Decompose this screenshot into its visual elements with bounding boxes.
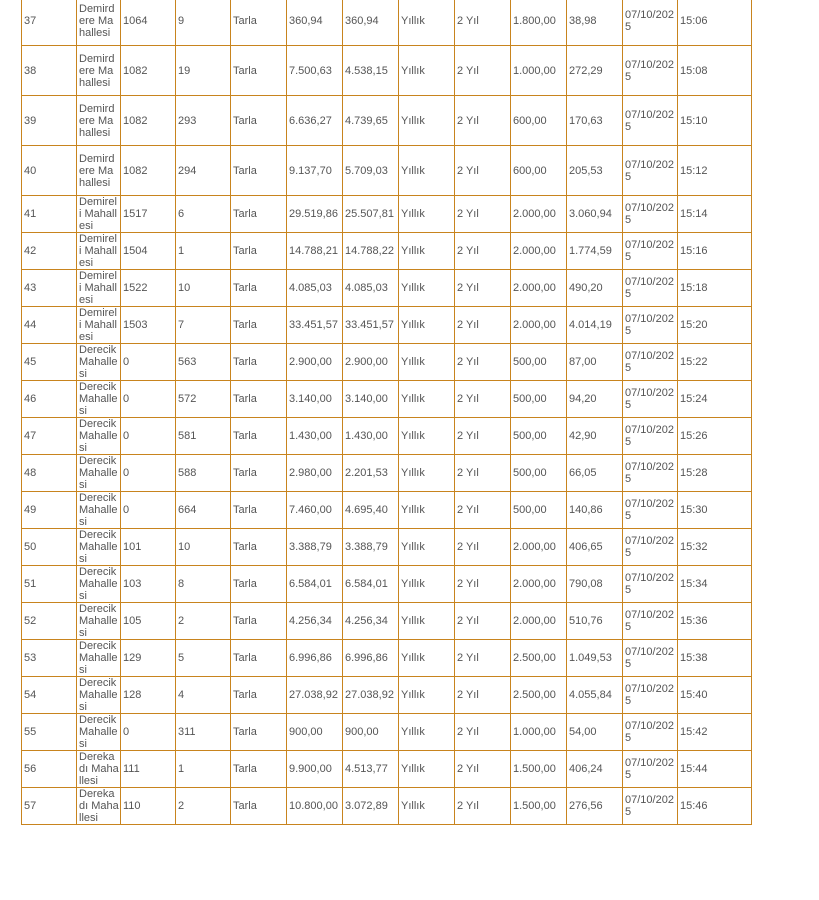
deposit-cell: 205,53 — [567, 146, 623, 196]
leased-area-cell: 3.072,89 — [343, 788, 399, 825]
leased-area-cell: 6.996,86 — [343, 640, 399, 677]
date-cell: 07/10/2025 — [623, 233, 678, 270]
total-area-cell: 10.800,00 — [287, 788, 343, 825]
period-type-cell: Yıllık — [399, 381, 455, 418]
total-area-cell: 6.636,27 — [287, 96, 343, 146]
date-cell: 07/10/2025 — [623, 603, 678, 640]
unit-price-cell: 2.500,00 — [511, 677, 567, 714]
total-area-cell: 1.430,00 — [287, 418, 343, 455]
table-body — [22, 0, 752, 825]
unit-price-cell: 1.000,00 — [511, 46, 567, 96]
duration-cell: 2 Yıl — [455, 529, 511, 566]
deposit-cell: 66,05 — [567, 455, 623, 492]
leased-area-cell: 25.507,81 — [343, 196, 399, 233]
deposit-cell: 406,24 — [567, 751, 623, 788]
date-cell: 07/10/2025 — [623, 270, 678, 307]
period-type-cell: Yıllık — [399, 307, 455, 344]
total-area-cell: 3.140,00 — [287, 381, 343, 418]
period-type-cell: Yıllık — [399, 46, 455, 96]
table-row — [22, 566, 752, 603]
block-number-cell: 1503 — [121, 307, 176, 344]
date-cell: 07/10/2025 — [623, 788, 678, 825]
deposit-cell: 4.014,19 — [567, 307, 623, 344]
deposit-cell: 94,20 — [567, 381, 623, 418]
land-type-cell: Tarla — [231, 751, 287, 788]
land-type-cell: Tarla — [231, 381, 287, 418]
block-number-cell: 0 — [121, 344, 176, 381]
neighborhood-cell: Derecik Mahallesi — [77, 344, 121, 381]
duration-cell: 2 Yıl — [455, 455, 511, 492]
time-cell: 15:42 — [678, 714, 752, 751]
block-number-cell: 1082 — [121, 146, 176, 196]
tender-table-container — [21, 0, 752, 825]
neighborhood-cell: Derecik Mahallesi — [77, 640, 121, 677]
block-number-cell: 0 — [121, 714, 176, 751]
unit-price-cell: 1.000,00 — [511, 714, 567, 751]
land-type-cell: Tarla — [231, 270, 287, 307]
date-cell: 07/10/2025 — [623, 529, 678, 566]
date-cell: 07/10/2025 — [623, 418, 678, 455]
time-cell: 15:26 — [678, 418, 752, 455]
block-number-cell: 1504 — [121, 233, 176, 270]
block-number-cell: 128 — [121, 677, 176, 714]
time-cell: 15:18 — [678, 270, 752, 307]
total-area-cell: 4.256,34 — [287, 603, 343, 640]
table-row — [22, 96, 752, 146]
neighborhood-cell: Derecik Mahallesi — [77, 529, 121, 566]
date-cell: 07/10/2025 — [623, 0, 678, 46]
parcel-number-cell: 1 — [176, 751, 231, 788]
total-area-cell: 7.460,00 — [287, 492, 343, 529]
table-row — [22, 492, 752, 529]
table-row — [22, 677, 752, 714]
total-area-cell: 6.584,01 — [287, 566, 343, 603]
period-type-cell: Yıllık — [399, 566, 455, 603]
row-number-cell: 46 — [22, 381, 77, 418]
leased-area-cell: 900,00 — [343, 714, 399, 751]
unit-price-cell: 1.500,00 — [511, 751, 567, 788]
leased-area-cell: 5.709,03 — [343, 146, 399, 196]
time-cell: 15:34 — [678, 566, 752, 603]
parcel-number-cell: 563 — [176, 344, 231, 381]
row-number-cell: 39 — [22, 96, 77, 146]
row-number-cell: 57 — [22, 788, 77, 825]
time-cell: 15:30 — [678, 492, 752, 529]
deposit-cell: 1.049,53 — [567, 640, 623, 677]
neighborhood-cell: Demireli Mahallesi — [77, 233, 121, 270]
unit-price-cell: 600,00 — [511, 96, 567, 146]
deposit-cell: 790,08 — [567, 566, 623, 603]
date-cell: 07/10/2025 — [623, 640, 678, 677]
deposit-cell: 4.055,84 — [567, 677, 623, 714]
neighborhood-cell: Demirdere Mahallesi — [77, 146, 121, 196]
leased-area-cell: 3.140,00 — [343, 381, 399, 418]
time-cell: 15:36 — [678, 603, 752, 640]
neighborhood-cell: Derecik Mahallesi — [77, 381, 121, 418]
period-type-cell: Yıllık — [399, 146, 455, 196]
block-number-cell: 105 — [121, 603, 176, 640]
parcel-number-cell: 294 — [176, 146, 231, 196]
date-cell: 07/10/2025 — [623, 677, 678, 714]
row-number-cell: 52 — [22, 603, 77, 640]
date-cell: 07/10/2025 — [623, 96, 678, 146]
unit-price-cell: 2.000,00 — [511, 566, 567, 603]
duration-cell: 2 Yıl — [455, 146, 511, 196]
unit-price-cell: 500,00 — [511, 344, 567, 381]
land-type-cell: Tarla — [231, 492, 287, 529]
leased-area-cell: 27.038,92 — [343, 677, 399, 714]
duration-cell: 2 Yıl — [455, 714, 511, 751]
row-number-cell: 55 — [22, 714, 77, 751]
table-row — [22, 455, 752, 492]
unit-price-cell: 2.000,00 — [511, 307, 567, 344]
parcel-number-cell: 572 — [176, 381, 231, 418]
total-area-cell: 7.500,63 — [287, 46, 343, 96]
leased-area-cell: 3.388,79 — [343, 529, 399, 566]
time-cell: 15:28 — [678, 455, 752, 492]
parcel-number-cell: 2 — [176, 788, 231, 825]
land-type-cell: Tarla — [231, 418, 287, 455]
leased-area-cell: 4.538,15 — [343, 46, 399, 96]
land-type-cell: Tarla — [231, 529, 287, 566]
time-cell: 15:06 — [678, 0, 752, 46]
table-row — [22, 46, 752, 96]
duration-cell: 2 Yıl — [455, 603, 511, 640]
table-row — [22, 233, 752, 270]
duration-cell: 2 Yıl — [455, 96, 511, 146]
period-type-cell: Yıllık — [399, 418, 455, 455]
duration-cell: 2 Yıl — [455, 196, 511, 233]
parcel-number-cell: 8 — [176, 566, 231, 603]
time-cell: 15:40 — [678, 677, 752, 714]
leased-area-cell: 4.256,34 — [343, 603, 399, 640]
block-number-cell: 0 — [121, 455, 176, 492]
row-number-cell: 50 — [22, 529, 77, 566]
leased-area-cell: 360,94 — [343, 0, 399, 46]
row-number-cell: 56 — [22, 751, 77, 788]
table-row — [22, 381, 752, 418]
unit-price-cell: 2.000,00 — [511, 603, 567, 640]
leased-area-cell: 6.584,01 — [343, 566, 399, 603]
leased-area-cell: 4.513,77 — [343, 751, 399, 788]
duration-cell: 2 Yıl — [455, 640, 511, 677]
duration-cell: 2 Yıl — [455, 788, 511, 825]
table-row — [22, 529, 752, 566]
table-row — [22, 307, 752, 344]
parcel-number-cell: 10 — [176, 270, 231, 307]
block-number-cell: 103 — [121, 566, 176, 603]
unit-price-cell: 2.500,00 — [511, 640, 567, 677]
period-type-cell: Yıllık — [399, 714, 455, 751]
block-number-cell: 0 — [121, 492, 176, 529]
parcel-number-cell: 19 — [176, 46, 231, 96]
date-cell: 07/10/2025 — [623, 492, 678, 529]
total-area-cell: 29.519,86 — [287, 196, 343, 233]
deposit-cell: 3.060,94 — [567, 196, 623, 233]
neighborhood-cell: Demirdere Mahallesi — [77, 46, 121, 96]
duration-cell: 2 Yıl — [455, 566, 511, 603]
neighborhood-cell: Derecik Mahallesi — [77, 492, 121, 529]
date-cell: 07/10/2025 — [623, 196, 678, 233]
deposit-cell: 42,90 — [567, 418, 623, 455]
unit-price-cell: 600,00 — [511, 146, 567, 196]
period-type-cell: Yıllık — [399, 344, 455, 381]
land-type-cell: Tarla — [231, 146, 287, 196]
block-number-cell: 111 — [121, 751, 176, 788]
land-type-cell: Tarla — [231, 566, 287, 603]
unit-price-cell: 2.000,00 — [511, 270, 567, 307]
land-type-cell: Tarla — [231, 307, 287, 344]
date-cell: 07/10/2025 — [623, 566, 678, 603]
tender-table — [21, 0, 752, 825]
leased-area-cell: 14.788,22 — [343, 233, 399, 270]
block-number-cell: 129 — [121, 640, 176, 677]
parcel-number-cell: 1 — [176, 233, 231, 270]
neighborhood-cell: Derekadı Mahallesi — [77, 751, 121, 788]
time-cell: 15:20 — [678, 307, 752, 344]
date-cell: 07/10/2025 — [623, 381, 678, 418]
row-number-cell: 48 — [22, 455, 77, 492]
land-type-cell: Tarla — [231, 455, 287, 492]
parcel-number-cell: 4 — [176, 677, 231, 714]
land-type-cell: Tarla — [231, 196, 287, 233]
total-area-cell: 33.451,57 — [287, 307, 343, 344]
neighborhood-cell: Demirdere Mahallesi — [77, 0, 121, 46]
duration-cell: 2 Yıl — [455, 0, 511, 46]
row-number-cell: 38 — [22, 46, 77, 96]
unit-price-cell: 500,00 — [511, 381, 567, 418]
deposit-cell: 170,63 — [567, 96, 623, 146]
row-number-cell: 41 — [22, 196, 77, 233]
neighborhood-cell: Derecik Mahallesi — [77, 418, 121, 455]
land-type-cell: Tarla — [231, 344, 287, 381]
total-area-cell: 6.996,86 — [287, 640, 343, 677]
land-type-cell: Tarla — [231, 233, 287, 270]
row-number-cell: 44 — [22, 307, 77, 344]
total-area-cell: 9.137,70 — [287, 146, 343, 196]
time-cell: 15:22 — [678, 344, 752, 381]
land-type-cell: Tarla — [231, 788, 287, 825]
parcel-number-cell: 9 — [176, 0, 231, 46]
period-type-cell: Yıllık — [399, 603, 455, 640]
land-type-cell: Tarla — [231, 640, 287, 677]
table-row — [22, 196, 752, 233]
deposit-cell: 140,86 — [567, 492, 623, 529]
leased-area-cell: 2.900,00 — [343, 344, 399, 381]
period-type-cell: Yıllık — [399, 96, 455, 146]
row-number-cell: 43 — [22, 270, 77, 307]
total-area-cell: 27.038,92 — [287, 677, 343, 714]
table-row — [22, 751, 752, 788]
period-type-cell: Yıllık — [399, 0, 455, 46]
deposit-cell: 406,65 — [567, 529, 623, 566]
duration-cell: 2 Yıl — [455, 233, 511, 270]
date-cell: 07/10/2025 — [623, 307, 678, 344]
table-row — [22, 344, 752, 381]
row-number-cell: 37 — [22, 0, 77, 46]
unit-price-cell: 2.000,00 — [511, 233, 567, 270]
date-cell: 07/10/2025 — [623, 46, 678, 96]
table-row — [22, 146, 752, 196]
duration-cell: 2 Yıl — [455, 270, 511, 307]
row-number-cell: 49 — [22, 492, 77, 529]
deposit-cell: 87,00 — [567, 344, 623, 381]
time-cell: 15:46 — [678, 788, 752, 825]
deposit-cell: 54,00 — [567, 714, 623, 751]
table-row — [22, 418, 752, 455]
duration-cell: 2 Yıl — [455, 492, 511, 529]
unit-price-cell: 2.000,00 — [511, 196, 567, 233]
neighborhood-cell: Derecik Mahallesi — [77, 714, 121, 751]
leased-area-cell: 1.430,00 — [343, 418, 399, 455]
table-row — [22, 603, 752, 640]
unit-price-cell: 2.000,00 — [511, 529, 567, 566]
period-type-cell: Yıllık — [399, 677, 455, 714]
period-type-cell: Yıllık — [399, 788, 455, 825]
total-area-cell: 2.900,00 — [287, 344, 343, 381]
duration-cell: 2 Yıl — [455, 46, 511, 96]
block-number-cell: 0 — [121, 418, 176, 455]
land-type-cell: Tarla — [231, 96, 287, 146]
unit-price-cell: 500,00 — [511, 418, 567, 455]
time-cell: 15:44 — [678, 751, 752, 788]
period-type-cell: Yıllık — [399, 751, 455, 788]
table-row — [22, 640, 752, 677]
row-number-cell: 54 — [22, 677, 77, 714]
duration-cell: 2 Yıl — [455, 418, 511, 455]
neighborhood-cell: Demireli Mahallesi — [77, 307, 121, 344]
block-number-cell: 101 — [121, 529, 176, 566]
table-row — [22, 788, 752, 825]
neighborhood-cell: Demireli Mahallesi — [77, 196, 121, 233]
table-row — [22, 714, 752, 751]
parcel-number-cell: 5 — [176, 640, 231, 677]
block-number-cell: 110 — [121, 788, 176, 825]
table-row — [22, 270, 752, 307]
parcel-number-cell: 581 — [176, 418, 231, 455]
duration-cell: 2 Yıl — [455, 307, 511, 344]
time-cell: 15:16 — [678, 233, 752, 270]
total-area-cell: 4.085,03 — [287, 270, 343, 307]
unit-price-cell: 1.800,00 — [511, 0, 567, 46]
neighborhood-cell: Derecik Mahallesi — [77, 603, 121, 640]
neighborhood-cell: Derekadı Mahallesi — [77, 788, 121, 825]
deposit-cell: 276,56 — [567, 788, 623, 825]
time-cell: 15:08 — [678, 46, 752, 96]
duration-cell: 2 Yıl — [455, 677, 511, 714]
period-type-cell: Yıllık — [399, 492, 455, 529]
row-number-cell: 47 — [22, 418, 77, 455]
period-type-cell: Yıllık — [399, 455, 455, 492]
block-number-cell: 1082 — [121, 46, 176, 96]
land-type-cell: Tarla — [231, 677, 287, 714]
parcel-number-cell: 293 — [176, 96, 231, 146]
parcel-number-cell: 7 — [176, 307, 231, 344]
date-cell: 07/10/2025 — [623, 344, 678, 381]
deposit-cell: 1.774,59 — [567, 233, 623, 270]
parcel-number-cell: 588 — [176, 455, 231, 492]
table-row — [22, 0, 752, 46]
block-number-cell: 1517 — [121, 196, 176, 233]
period-type-cell: Yıllık — [399, 196, 455, 233]
duration-cell: 2 Yıl — [455, 344, 511, 381]
period-type-cell: Yıllık — [399, 529, 455, 566]
leased-area-cell: 4.085,03 — [343, 270, 399, 307]
row-number-cell: 53 — [22, 640, 77, 677]
date-cell: 07/10/2025 — [623, 146, 678, 196]
period-type-cell: Yıllık — [399, 233, 455, 270]
parcel-number-cell: 6 — [176, 196, 231, 233]
period-type-cell: Yıllık — [399, 270, 455, 307]
duration-cell: 2 Yıl — [455, 751, 511, 788]
parcel-number-cell: 10 — [176, 529, 231, 566]
leased-area-cell: 2.201,53 — [343, 455, 399, 492]
total-area-cell: 14.788,21 — [287, 233, 343, 270]
deposit-cell: 490,20 — [567, 270, 623, 307]
deposit-cell: 510,76 — [567, 603, 623, 640]
total-area-cell: 3.388,79 — [287, 529, 343, 566]
neighborhood-cell: Derecik Mahallesi — [77, 677, 121, 714]
parcel-number-cell: 311 — [176, 714, 231, 751]
block-number-cell: 1522 — [121, 270, 176, 307]
time-cell: 15:24 — [678, 381, 752, 418]
deposit-cell: 38,98 — [567, 0, 623, 46]
total-area-cell: 900,00 — [287, 714, 343, 751]
period-type-cell: Yıllık — [399, 640, 455, 677]
total-area-cell: 2.980,00 — [287, 455, 343, 492]
land-type-cell: Tarla — [231, 46, 287, 96]
time-cell: 15:10 — [678, 96, 752, 146]
block-number-cell: 1082 — [121, 96, 176, 146]
row-number-cell: 45 — [22, 344, 77, 381]
neighborhood-cell: Derecik Mahallesi — [77, 455, 121, 492]
unit-price-cell: 500,00 — [511, 492, 567, 529]
time-cell: 15:12 — [678, 146, 752, 196]
time-cell: 15:38 — [678, 640, 752, 677]
block-number-cell: 0 — [121, 381, 176, 418]
date-cell: 07/10/2025 — [623, 751, 678, 788]
land-type-cell: Tarla — [231, 714, 287, 751]
row-number-cell: 42 — [22, 233, 77, 270]
neighborhood-cell: Demireli Mahallesi — [77, 270, 121, 307]
leased-area-cell: 33.451,57 — [343, 307, 399, 344]
date-cell: 07/10/2025 — [623, 455, 678, 492]
parcel-number-cell: 664 — [176, 492, 231, 529]
time-cell: 15:32 — [678, 529, 752, 566]
block-number-cell: 1064 — [121, 0, 176, 46]
parcel-number-cell: 2 — [176, 603, 231, 640]
neighborhood-cell: Derecik Mahallesi — [77, 566, 121, 603]
leased-area-cell: 4.695,40 — [343, 492, 399, 529]
time-cell: 15:14 — [678, 196, 752, 233]
date-cell: 07/10/2025 — [623, 714, 678, 751]
row-number-cell: 51 — [22, 566, 77, 603]
unit-price-cell: 1.500,00 — [511, 788, 567, 825]
land-type-cell: Tarla — [231, 603, 287, 640]
duration-cell: 2 Yıl — [455, 381, 511, 418]
total-area-cell: 9.900,00 — [287, 751, 343, 788]
neighborhood-cell: Demirdere Mahallesi — [77, 96, 121, 146]
row-number-cell: 40 — [22, 146, 77, 196]
land-type-cell: Tarla — [231, 0, 287, 46]
unit-price-cell: 500,00 — [511, 455, 567, 492]
leased-area-cell: 4.739,65 — [343, 96, 399, 146]
total-area-cell: 360,94 — [287, 0, 343, 46]
deposit-cell: 272,29 — [567, 46, 623, 96]
